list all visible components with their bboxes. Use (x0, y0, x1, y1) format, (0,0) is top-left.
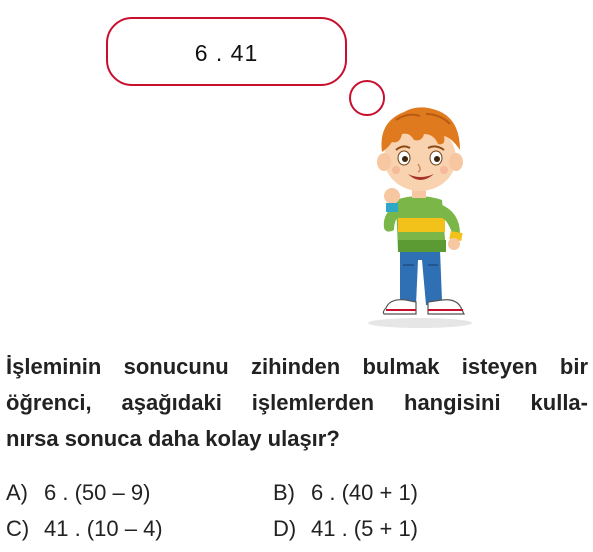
thinking-boy-illustration (356, 100, 481, 332)
option-d-text: 41 . (5 + 1) (311, 516, 419, 541)
option-d[interactable] (273, 516, 418, 542)
question-text (6, 349, 588, 457)
option-c-text: 41 . (10 – 4) (44, 516, 163, 541)
option-a[interactable] (6, 480, 150, 506)
option-b[interactable] (273, 480, 418, 506)
option-a-text: 6 . (50 – 9) (44, 480, 151, 505)
question-line-3: nırsa sonuca daha kolay ulaşır? (6, 426, 340, 451)
thought-bubble (106, 17, 347, 86)
option-b-text: 6 . (40 + 1) (311, 480, 419, 505)
option-c-letter: C) (6, 516, 30, 541)
bubble-expression: 6 . 41 (194, 40, 259, 66)
option-d-letter: D) (273, 516, 297, 541)
question-line-1: İşleminin sonucunu zihinden bulmak isteyen bir (6, 354, 588, 379)
option-c[interactable] (6, 516, 163, 542)
option-b-letter: B) (273, 480, 295, 505)
option-a-letter: A) (6, 480, 28, 505)
question-line-2: öğrenci, aşağıdaki işlemlerden hangisini kulla- (6, 390, 588, 415)
